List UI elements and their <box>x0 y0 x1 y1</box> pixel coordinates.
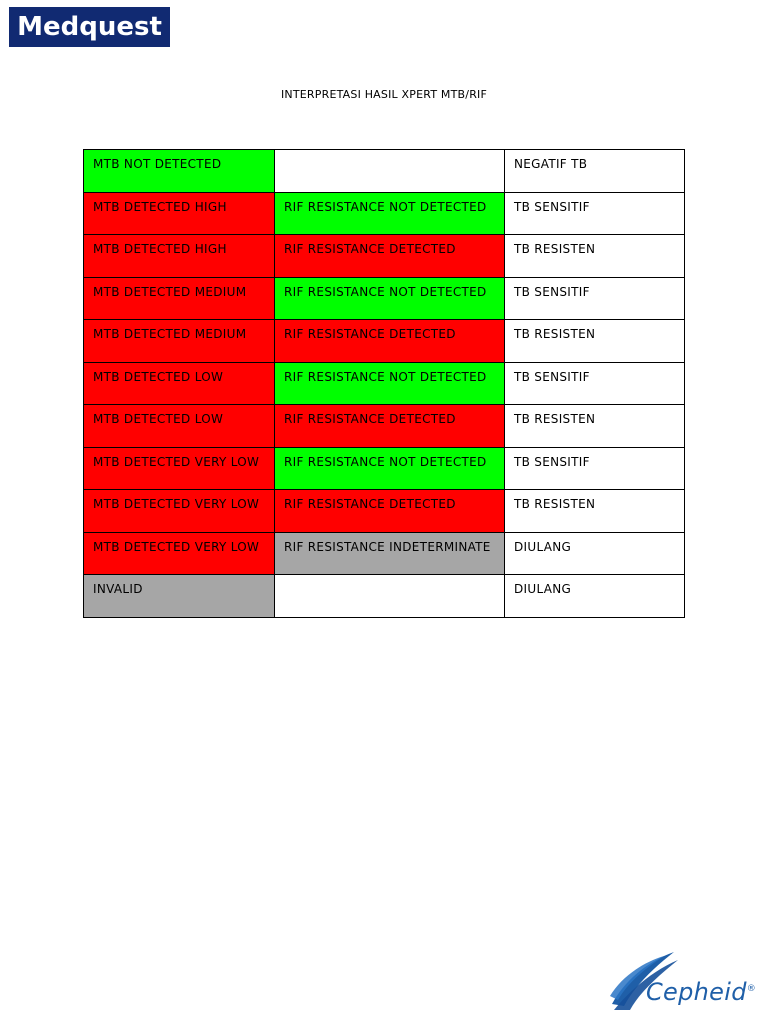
rif-cell: RIF RESISTANCE DETECTED <box>275 320 505 363</box>
table-row <box>84 532 685 575</box>
mtb-cell: MTB DETECTED VERY LOW <box>84 447 275 490</box>
document-title: INTERPRETASI HASIL XPERT MTB/RIF <box>280 88 488 101</box>
table-row <box>84 405 685 448</box>
result-cell: TB RESISTEN <box>505 235 685 278</box>
interpretation-table <box>83 149 685 618</box>
result-cell: TB SENSITIF <box>505 277 685 320</box>
mtb-cell: MTB DETECTED LOW <box>84 405 275 448</box>
result-cell: TB SENSITIF <box>505 192 685 235</box>
table-row <box>84 575 685 618</box>
result-cell: TB RESISTEN <box>505 490 685 533</box>
rif-cell: RIF RESISTANCE DETECTED <box>275 405 505 448</box>
result-cell: DIULANG <box>505 575 685 618</box>
medquest-logo: Medquest <box>9 7 170 47</box>
result-cell: TB SENSITIF <box>505 362 685 405</box>
table-row <box>84 277 685 320</box>
rif-cell: RIF RESISTANCE NOT DETECTED <box>275 447 505 490</box>
cepheid-brand-text: Cepheid <box>646 978 747 1006</box>
mtb-cell: MTB DETECTED LOW <box>84 362 275 405</box>
rif-cell: RIF RESISTANCE NOT DETECTED <box>275 277 505 320</box>
mtb-cell: INVALID <box>84 575 275 618</box>
rif-cell: RIF RESISTANCE NOT DETECTED <box>275 362 505 405</box>
registered-mark: ® <box>746 984 757 994</box>
result-cell: NEGATIF TB <box>505 150 685 193</box>
result-cell: TB RESISTEN <box>505 405 685 448</box>
rif-cell: RIF RESISTANCE INDETERMINATE <box>275 532 505 575</box>
result-cell: TB SENSITIF <box>505 447 685 490</box>
table-row <box>84 490 685 533</box>
table-row <box>84 320 685 363</box>
rif-cell: RIF RESISTANCE NOT DETECTED <box>275 192 505 235</box>
mtb-cell: MTB DETECTED VERY LOW <box>84 490 275 533</box>
rif-cell <box>275 575 505 618</box>
rif-cell <box>275 150 505 193</box>
mtb-cell: MTB DETECTED HIGH <box>84 235 275 278</box>
result-cell: TB RESISTEN <box>505 320 685 363</box>
rif-cell: RIF RESISTANCE DETECTED <box>275 490 505 533</box>
mtb-cell: MTB DETECTED HIGH <box>84 192 275 235</box>
table-row <box>84 192 685 235</box>
cepheid-wordmark <box>646 978 756 1006</box>
mtb-cell: MTB DETECTED VERY LOW <box>84 532 275 575</box>
result-cell: DIULANG <box>505 532 685 575</box>
mtb-cell: MTB NOT DETECTED <box>84 150 275 193</box>
table-row <box>84 235 685 278</box>
mtb-cell: MTB DETECTED MEDIUM <box>84 320 275 363</box>
mtb-cell: MTB DETECTED MEDIUM <box>84 277 275 320</box>
table-row <box>84 150 685 193</box>
table-row <box>84 362 685 405</box>
table-row <box>84 447 685 490</box>
rif-cell: RIF RESISTANCE DETECTED <box>275 235 505 278</box>
